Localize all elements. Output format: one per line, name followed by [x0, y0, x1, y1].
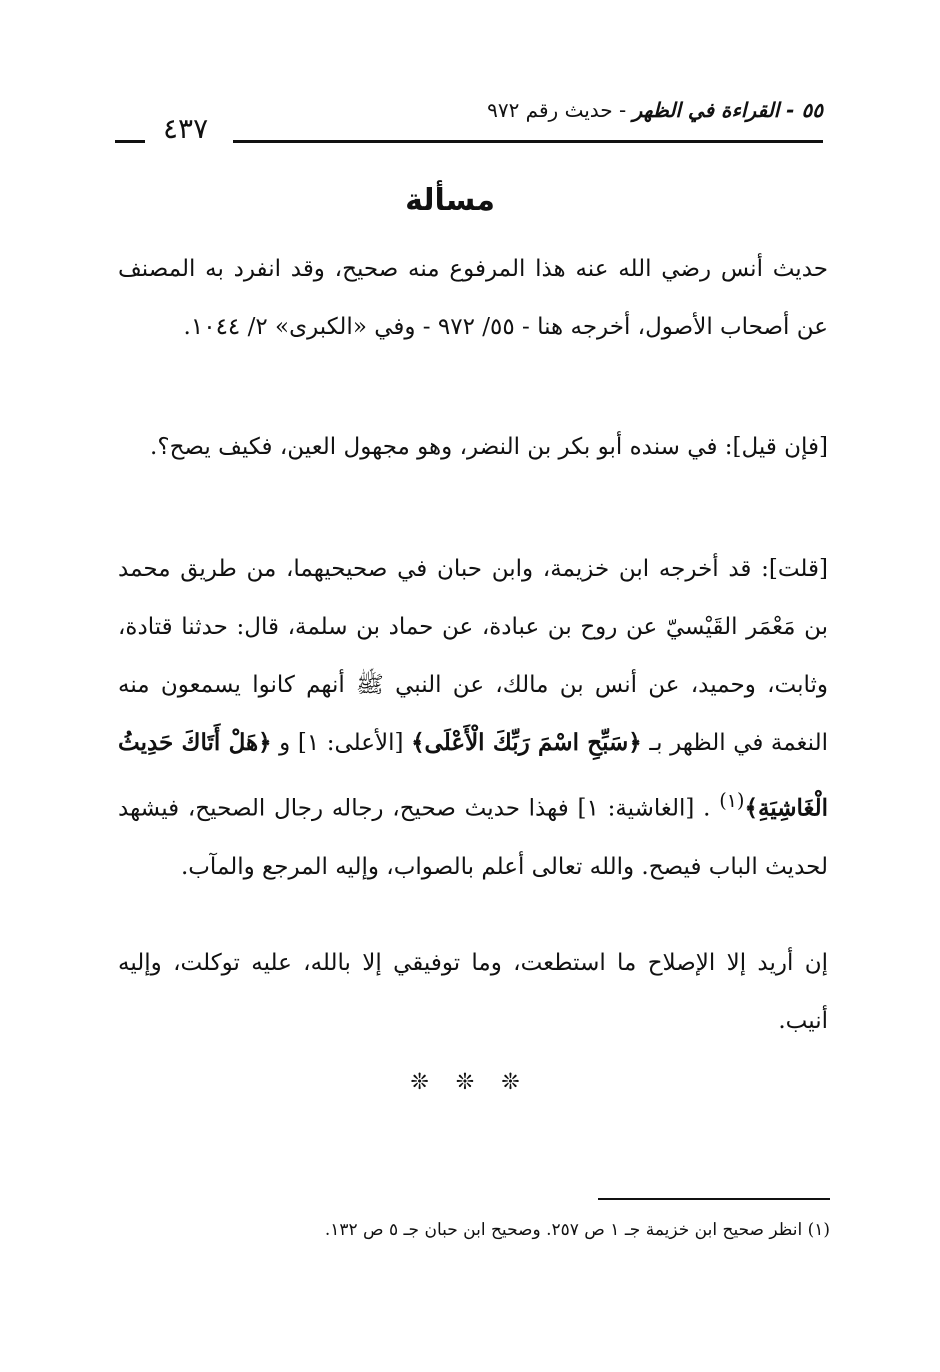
chapter-title: ٥٥ - القراءة في الظهر: [632, 98, 823, 122]
answer-text-intro: [قلت]: قد أخرجه ابن خزيمة، وابن حبان في صحيحيهما، من طريق محمد بن مَعْمَر القَيْسيّ عن روح بن عبادة، عن حماد بن سلمة، قال: حدثنا قتادة، وثابت، وحميد، عن أنس بن مالك، عن النبي ﷺ أنهم كانوا يسمعون منه النغمة في الظهر بـ: [118, 556, 828, 756]
footnote-rule: [598, 1198, 830, 1200]
paragraph-answer: [118, 540, 828, 896]
running-header: [487, 98, 823, 122]
quran-verse-al-ghashiya: ﴿هَلْ أَتَاكَ حَدِيثُ الْغَاشِيَةِ﴾: [118, 729, 828, 822]
page-number-rule: [115, 140, 145, 143]
footnote: (١) انظر صحيح ابن خزيمة جـ ١ ص ٢٥٧. وصحيح ابن حبان جـ ٥ ص ١٣٢.: [324, 1220, 830, 1240]
quran-verse-al-ala: ﴿سَبِّحِ اسْمَ رَبِّكَ الْأَعْلَى﴾: [411, 729, 642, 756]
paragraph-hadith-status: حديث أنس رضي الله عنه هذا المرفوع منه صحيح، وقد انفرد به المصنف عن أصحاب الأصول، أخرجه هنا - ٥٥/ ٩٧٢ - وفي «الكبرى» ٢/ ١٠٤٤.: [118, 256, 828, 340]
page-header: [115, 96, 823, 152]
hadith-reference: - حديث رقم ٩٧٢: [487, 98, 633, 122]
answer-text-middle: [الأعلى: ١] و: [279, 730, 404, 756]
section-separator: ❊ ❊ ❊: [410, 1070, 530, 1095]
paragraph-closing-supplication: إن أريد إلا الإصلاح ما استطعت، وما توفيقي إلا بالله، عليه توكلت، وإليه أنيب.: [118, 950, 828, 1034]
footnote-marker: (١): [719, 789, 745, 812]
answer-text-conclusion: . [الغاشية: ١] فهذا حديث صحيح، رجاله رجال الصحيح، فيشهد لحديث الباب فيصح. والله تعالى أعلم بالصواب، وإليه المرجع والمآب.: [118, 795, 828, 880]
page-number: ٤٣٧: [163, 112, 209, 145]
paragraph-objection: [فإن قيل]: في سنده أبو بكر بن النضر، وهو مجهول العين، فكيف يصح؟.: [150, 434, 828, 460]
section-title: مسألة: [405, 183, 495, 218]
header-rule: [233, 140, 823, 143]
